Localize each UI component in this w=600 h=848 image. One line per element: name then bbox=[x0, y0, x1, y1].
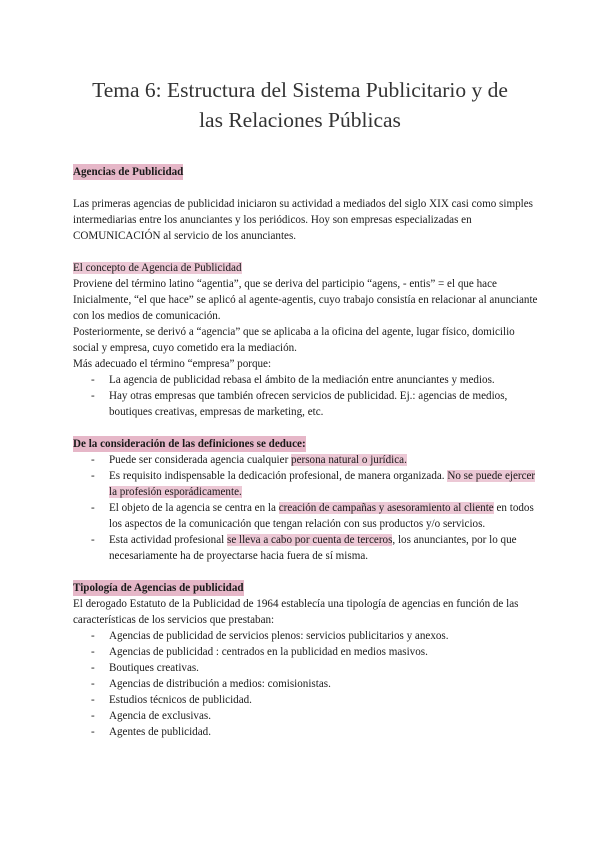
list-item bbox=[73, 452, 543, 468]
text: en todos los aspectos de la comunicación que tengan relación con sus productos y/o servicios. bbox=[109, 502, 534, 530]
section-heading: El concepto de Agencia de Publicidad bbox=[73, 262, 242, 274]
paragraph: Posteriormente, se derivó a “agencia” que se aplicaba a la oficina del agente, lugar físico, domicilio social y empresa, cuyo cometido era la mediación. bbox=[73, 326, 515, 354]
title-line-2: las Relaciones Públicas bbox=[199, 108, 401, 132]
list-item: - Agentes de publicidad. bbox=[73, 724, 543, 740]
text: El objeto de la agencia se centra en la bbox=[109, 502, 279, 514]
list-item: - Agencias de publicidad de servicios plenos: servicios publicitarios y anexos. bbox=[73, 628, 543, 644]
section-agencias bbox=[73, 164, 543, 244]
highlight: se lleva a cabo por cuenta de terceros bbox=[227, 534, 393, 546]
list-item: - Agencias de publicidad : centrados en la publicidad en medios masivos. bbox=[73, 644, 543, 660]
title-line-1: Tema 6: Estructura del Sistema Publicitario y de bbox=[92, 78, 508, 102]
section-heading: De la consideración de las definiciones se deduce: bbox=[73, 438, 306, 450]
paragraph: El derogado Estatuto de la Publicidad de 1964 establecía una tipología de agencias en función de las características de los servicios que prestaban: bbox=[73, 598, 519, 626]
text: , los anunciantes, por lo que necesariamente ha de proyectarse hacia fuera de sí misma. bbox=[109, 534, 517, 562]
dash-list bbox=[73, 372, 543, 420]
list-item: - Estudios técnicos de publicidad. bbox=[73, 692, 543, 708]
highlight: No se puede ejercer la profesión esporádicamente. bbox=[109, 470, 536, 498]
text: Puede ser considerada agencia cualquier bbox=[109, 454, 292, 466]
highlight: creación de campañas y asesoramiento al cliente bbox=[278, 502, 494, 514]
list-item: - Boutiques creativas. bbox=[73, 660, 543, 676]
dash-list bbox=[73, 628, 543, 740]
list-item: - Agencias de distribución a medios: comisionistas. bbox=[73, 676, 543, 692]
list-item bbox=[73, 500, 543, 532]
list-item: - Agencia de exclusivas. bbox=[73, 708, 543, 724]
highlight: persona natural o jurídica. bbox=[291, 454, 407, 466]
section-heading: Tipología de Agencias de publicidad bbox=[73, 582, 244, 594]
paragraph: Proviene del término latino “agentia”, que se deriva del participio “agens, - entis” = el que hace Inicialmente, “el que hace” se aplicó al agente-agentis, cuyo trabajo consistía en relacionar al anunciante con los medios de comunicación. bbox=[73, 278, 538, 322]
paragraph: Las primeras agencias de publicidad iniciaron su actividad a mediados del siglo XIX casi como simples intermediarias entre los anunciantes y los periódicos. Hoy son empresas especializadas en COMUNICACIÓN al servicio de los anunciantes. bbox=[73, 198, 533, 242]
text: Es requisito indispensable la dedicación profesional, de manera organizada. bbox=[109, 470, 448, 482]
list-item bbox=[73, 532, 543, 564]
section-consideracion bbox=[73, 436, 543, 564]
list-item: - Hay otras empresas que también ofrecen servicios de publicidad. Ej.: agencias de medios, boutiques creativas, empresas de marketing, etc. bbox=[73, 388, 543, 420]
section-tipologia bbox=[73, 580, 543, 740]
dash-list bbox=[73, 452, 543, 564]
list-item bbox=[73, 468, 543, 500]
section-concepto bbox=[73, 260, 543, 420]
page-title bbox=[40, 75, 560, 135]
document-body bbox=[73, 164, 543, 740]
section-heading: Agencias de Publicidad bbox=[73, 166, 184, 178]
list-item: - La agencia de publicidad rebasa el ámbito de la mediación entre anunciantes y medios. bbox=[73, 372, 543, 388]
paragraph: Más adecuado el término “empresa” porque: bbox=[73, 358, 272, 370]
text: Esta actividad profesional bbox=[109, 534, 227, 546]
